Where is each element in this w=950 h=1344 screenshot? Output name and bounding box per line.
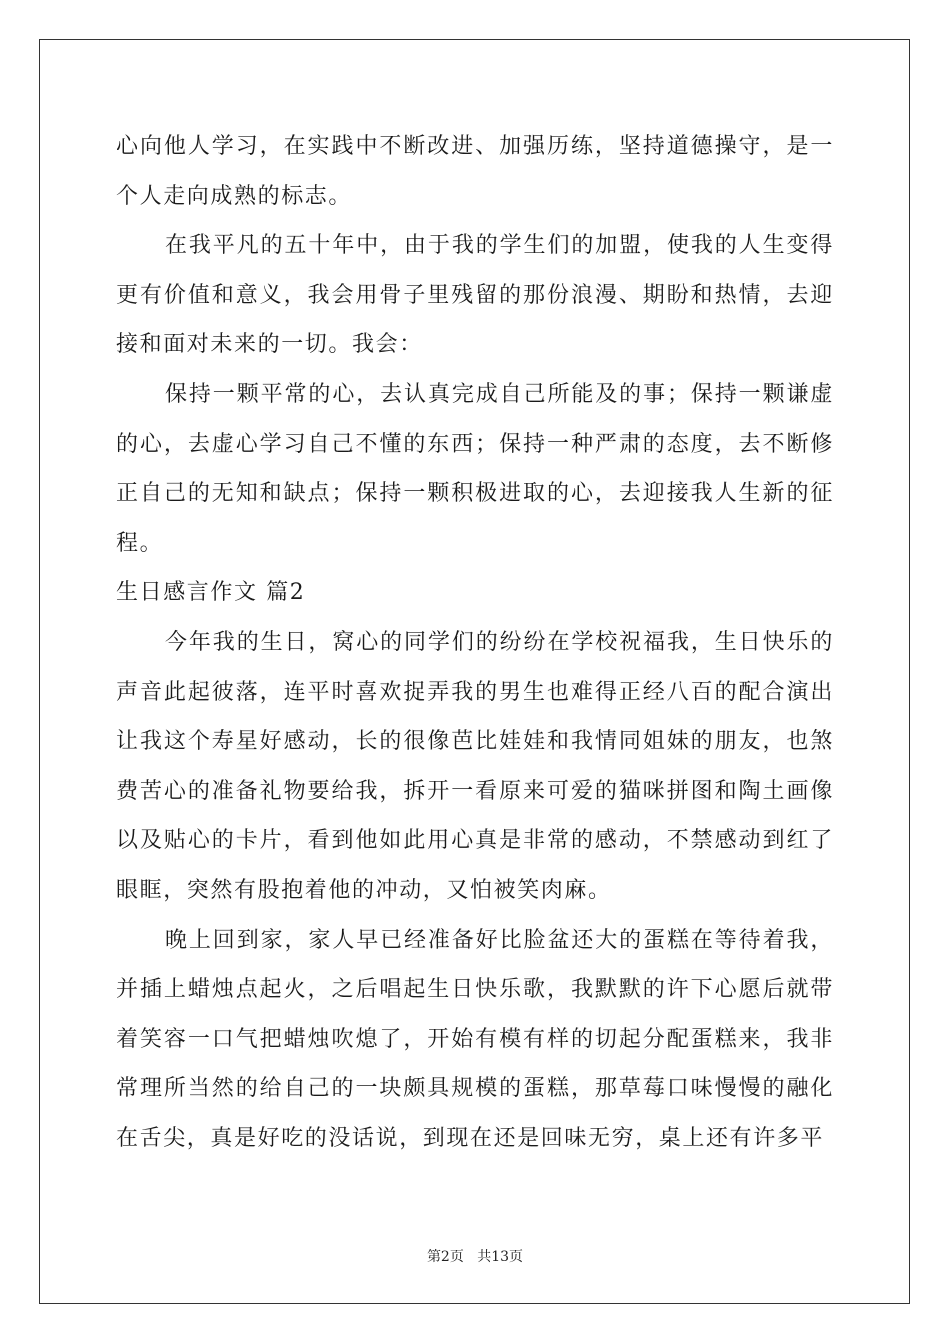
page-number: 第2页 xyxy=(426,1249,464,1265)
section-heading: 生日感言作文 篇2 xyxy=(116,580,306,606)
paragraph-5: 晚上回到家，家人早已经准备好比脸盆还大的蛋糕在等待着我，并插上蜡烛点起火，之后唱起生日快乐歌，我默默的许下心愿后就带着笑容一口气把蜡烛吹熄了，开始有模有样的切起分配蛋糕来，我非常理所当然的给自己的一块颇具规模的蛋糕，那草莓口味慢慢的融化在舌尖，真是好吃的没话说，到现在还是回味无穷，桌上还有许多平 xyxy=(116,927,834,1151)
paragraph-4: 今年我的生日，窝心的同学们的纷纷在学校祝福我，生日快乐的声音此起彼落，连平时喜欢捉弄我的男生也难得正经八百的配合演出让我这个寿星好感动，长的很像芭比娃娃和我情同姐妹的朋友，也煞费苦心的准备礼物要给我，拆开一看原来可爱的猫咪拼图和陶土画像以及贴心的卡片，看到他如此用心真是非常的感动，不禁感动到红了眼眶，突然有股抱着他的冲动，又怕被笑肉麻。 xyxy=(116,629,834,903)
paragraph-2: 在我平凡的五十年中，由于我的学生们的加盟，使我的人生变得更有价值和意义，我会用骨子里残留的那份浪漫、期盼和热情，去迎接和面对未来的一切。我会： xyxy=(116,233,834,358)
paragraph-3: 保持一颗平常的心，去认真完成自己所能及的事；保持一颗谦虚的心，去虚心学习自己不懂的东西；保持一种严肃的态度，去不断修正自己的无知和缺点；保持一颗积极进取的心，去迎接我人生新的征程。 xyxy=(116,381,834,556)
page-total: 共13页 xyxy=(477,1249,524,1265)
paragraph-1: 心向他人学习，在实践中不断改进、加强历练，坚持道德操守，是一个人走向成熟的标志。 xyxy=(116,134,834,209)
page-footer xyxy=(0,1246,950,1266)
document-body xyxy=(116,122,834,1163)
